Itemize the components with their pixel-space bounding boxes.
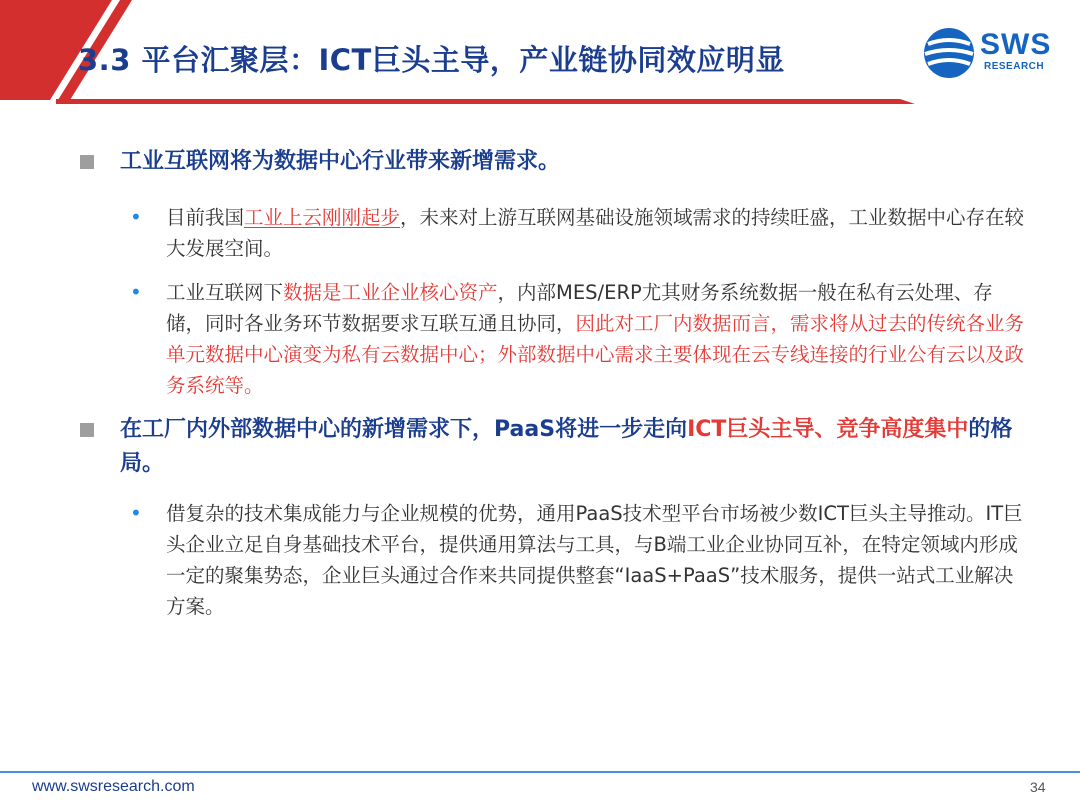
- sws-logo: [922, 24, 1062, 84]
- text-segment: ，内部MES/ERP尤其财务系统数据一般在私有云处理、存储，同时各业务环节数据要求互联互通且协同，: [166, 281, 993, 335]
- footer-url: www.swsresearch.com: [32, 778, 195, 795]
- dot-bullet-icon: •: [130, 501, 142, 525]
- page-title: 3.3 平台汇聚层：ICT巨头主导，产业链协同效应明显: [78, 43, 785, 77]
- text-segment: 在工厂内外部数据中心的新增需求下，PaaS将进一步走向: [120, 417, 688, 442]
- text-segment: 工业互联网将为数据中心行业带来新增需求。: [120, 149, 561, 174]
- text-segment: 的格局。: [120, 417, 1013, 476]
- text-segment: 工业互联网下: [166, 281, 284, 304]
- sws-globe-icon: [922, 26, 976, 80]
- header-corner-cut: [900, 99, 1080, 104]
- text-segment: ，未来对上游互联网基础设施领域需求的持续旺盛，工业数据中心存在较大发展空间。: [166, 206, 1025, 260]
- footer-divider: [0, 771, 1080, 773]
- highlight-segment: 因此对工厂内数据而言，需求将从过去的传统各业务单元数据中心演变为私有云数据中心；外部数据中心需求主要体现在云专线连接的行业公有云以及政务系统等。: [166, 312, 1025, 397]
- bullet-2-sub-1-text: [166, 498, 1026, 622]
- bullet-2-text: [120, 413, 1020, 481]
- bullet-1-sub-2-text: [166, 277, 1026, 401]
- bullet-1-sub-1: [130, 202, 1030, 264]
- logo-main-text: SWS: [980, 28, 1052, 61]
- square-bullet-icon: [80, 155, 94, 169]
- highlight-segment: 工业上云刚刚起步: [244, 206, 401, 229]
- dot-bullet-icon: •: [130, 205, 142, 229]
- bullet-1-sub-2: [130, 277, 1030, 401]
- bullet-2: [80, 413, 1030, 481]
- text-segment: 目前我国: [166, 206, 245, 229]
- page-number: 34: [1030, 779, 1046, 795]
- bullet-1: [80, 145, 1030, 179]
- highlight-segment: ICT巨头主导、竞争高度集中: [687, 417, 969, 442]
- bullet-2-sub-1: [130, 498, 1030, 622]
- text-segment: 借复杂的技术集成能力与企业规模的优势，通用PaaS技术型平台市场被少数ICT巨头主导推动。IT巨头企业立足自身基础技术平台，提供通用算法与工具，与B端工业企业协同互补，在特定领域内形成一定的聚集势态，企业巨头通过合作来共同提供整套“IaaS+PaaS”技术服务，提供一站式工业解决方案。: [166, 502, 1023, 618]
- highlight-segment: 数据是工业企业核心资产: [283, 281, 498, 304]
- bullet-1-sub-1-text: [166, 202, 1026, 264]
- logo-sub-text: RESEARCH: [984, 61, 1045, 72]
- square-bullet-icon: [80, 423, 94, 437]
- dot-bullet-icon: •: [130, 280, 142, 304]
- bullet-1-text: [120, 145, 1020, 179]
